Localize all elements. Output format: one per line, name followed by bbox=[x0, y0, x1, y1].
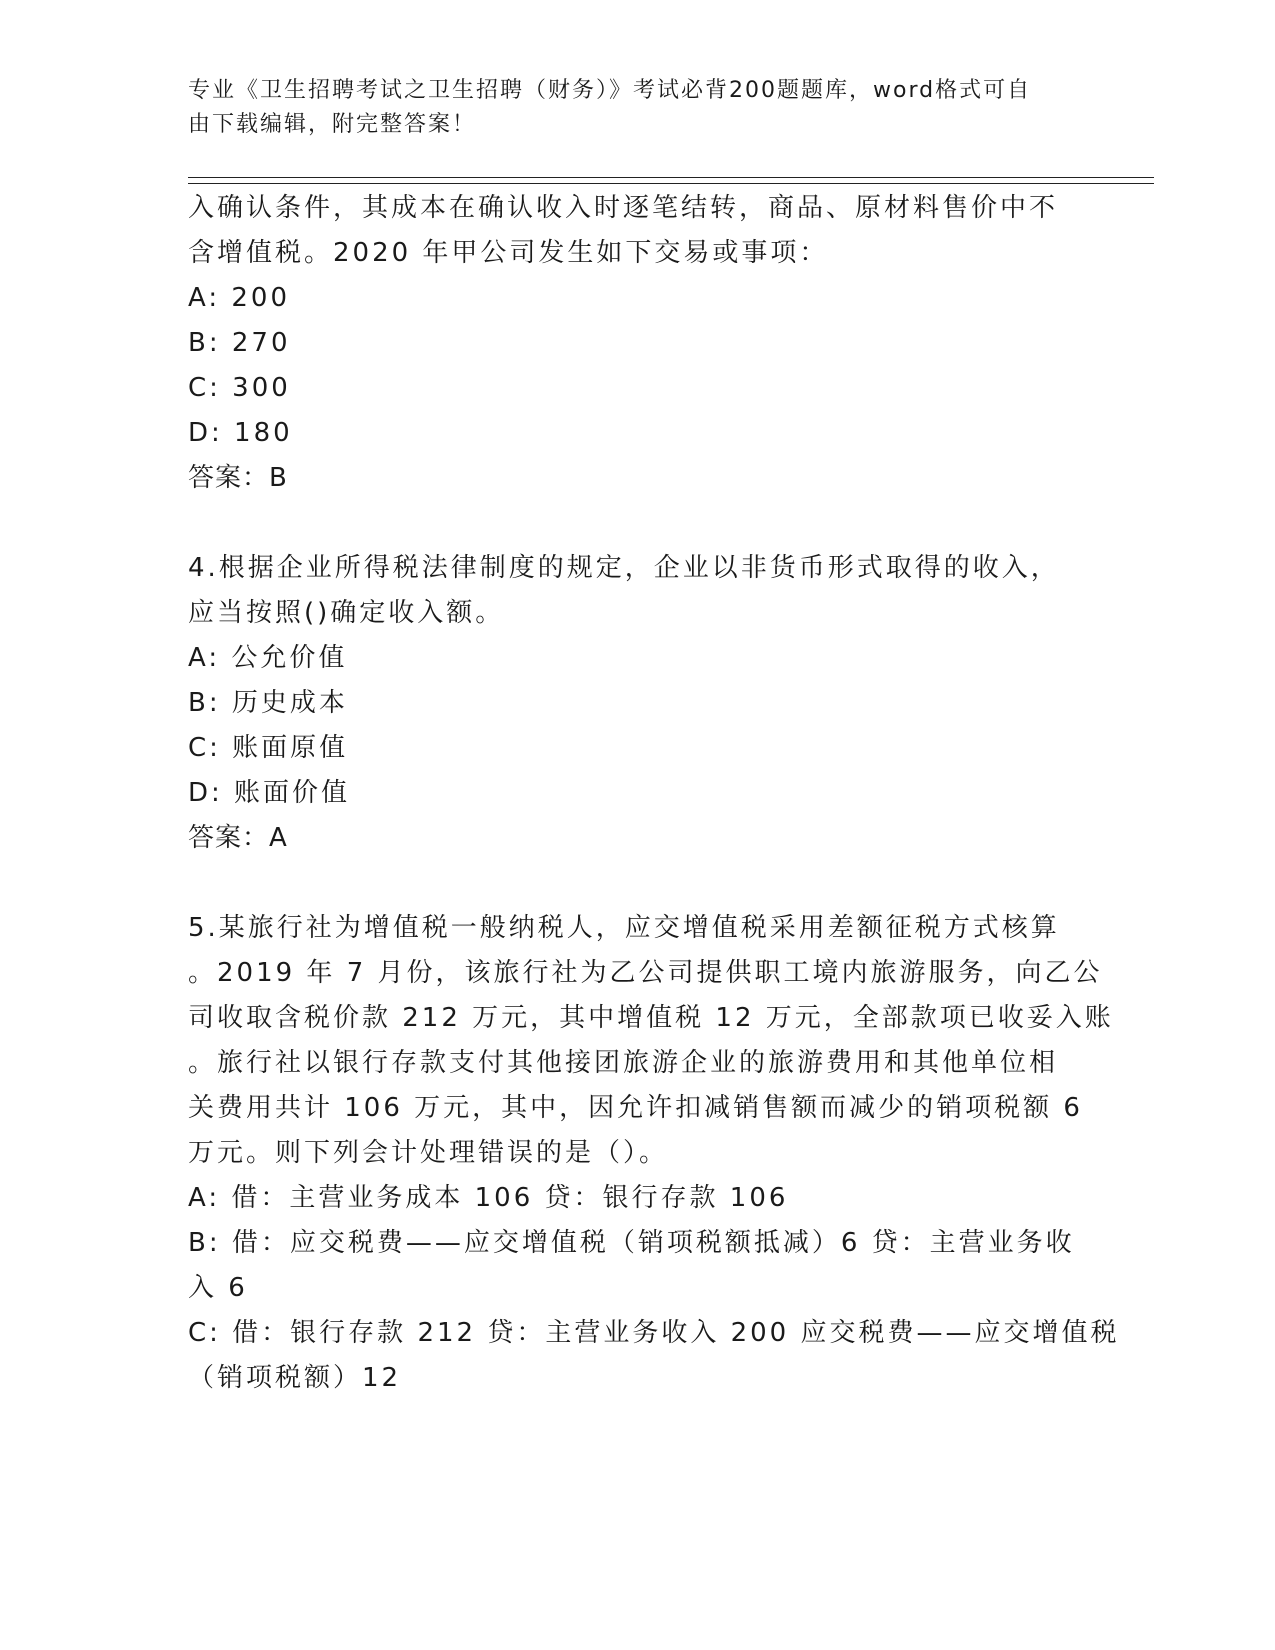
q5-option-b-line-2: 入 6 bbox=[188, 1273, 248, 1303]
q5-option-c-line-2: （销项税额）12 bbox=[188, 1363, 402, 1393]
q5-option-a: A: 借：主营业务成本 106 贷：银行存款 106 bbox=[188, 1183, 789, 1213]
q3-option-b: B: 270 bbox=[188, 328, 291, 358]
q4-answer: 答案：A bbox=[188, 823, 288, 853]
header-divider-bottom bbox=[188, 183, 1154, 184]
q5-stem-line-6: 万元。则下列会计处理错误的是（）。 bbox=[188, 1138, 669, 1168]
q4-stem-line-2: 应当按照()确定收入额。 bbox=[188, 598, 505, 628]
q3-option-c: C: 300 bbox=[188, 373, 291, 403]
q4-stem-line-1: 4.根据企业所得税法律制度的规定，企业以非货币形式取得的收入， bbox=[188, 553, 1060, 583]
q3-option-a: A: 200 bbox=[188, 283, 290, 313]
q3-option-d: D: 180 bbox=[188, 418, 293, 448]
document-body bbox=[188, 186, 1120, 1401]
q5-stem-line-2: 。2019 年 7 月份，该旅行社为乙公司提供职工境内旅游服务，向乙公 bbox=[188, 958, 1103, 988]
q5-stem-line-1: 5.某旅行社为增值税一般纳税人，应交增值税采用差额征税方式核算 bbox=[188, 913, 1060, 943]
header-line-2: 由下载编辑，附完整答案！ bbox=[188, 112, 477, 137]
document-header bbox=[188, 74, 1068, 142]
q4-option-d: D: 账面价值 bbox=[188, 778, 351, 808]
q5-stem-line-4: 。旅行社以银行存款支付其他接团旅游企业的旅游费用和其他单位相 bbox=[188, 1048, 1059, 1078]
q4-option-b: B: 历史成本 bbox=[188, 688, 348, 718]
q4-option-a: A: 公允价值 bbox=[188, 643, 348, 673]
header-divider-top bbox=[188, 177, 1154, 178]
q3-answer: 答案：B bbox=[188, 463, 288, 493]
q3-stem-line-1: 入确认条件，其成本在确认收入时逐笔结转，商品、原材料售价中不 bbox=[188, 193, 1059, 223]
q5-stem-line-3: 司收取含税价款 212 万元，其中增值税 12 万元，全部款项已收妥入账 bbox=[188, 1003, 1114, 1033]
q4-option-c: C: 账面原值 bbox=[188, 733, 349, 763]
header-line-1: 专业《卫生招聘考试之卫生招聘（财务）》考试必背200题题库，word格式可自 bbox=[188, 78, 1032, 103]
q3-stem-line-2: 含增值税。2020 年甲公司发生如下交易或事项： bbox=[188, 238, 829, 268]
q5-stem-line-5: 关费用共计 106 万元，其中，因允许扣减销售额而减少的销项税额 6 bbox=[188, 1093, 1083, 1123]
q5-option-b-line-1: B: 借：应交税费——应交增值税（销项税额抵减）6 贷：主营业务收 bbox=[188, 1228, 1075, 1258]
q5-option-c-line-1: C: 借：银行存款 212 贷：主营业务收入 200 应交税费——应交增值税 bbox=[188, 1318, 1120, 1348]
